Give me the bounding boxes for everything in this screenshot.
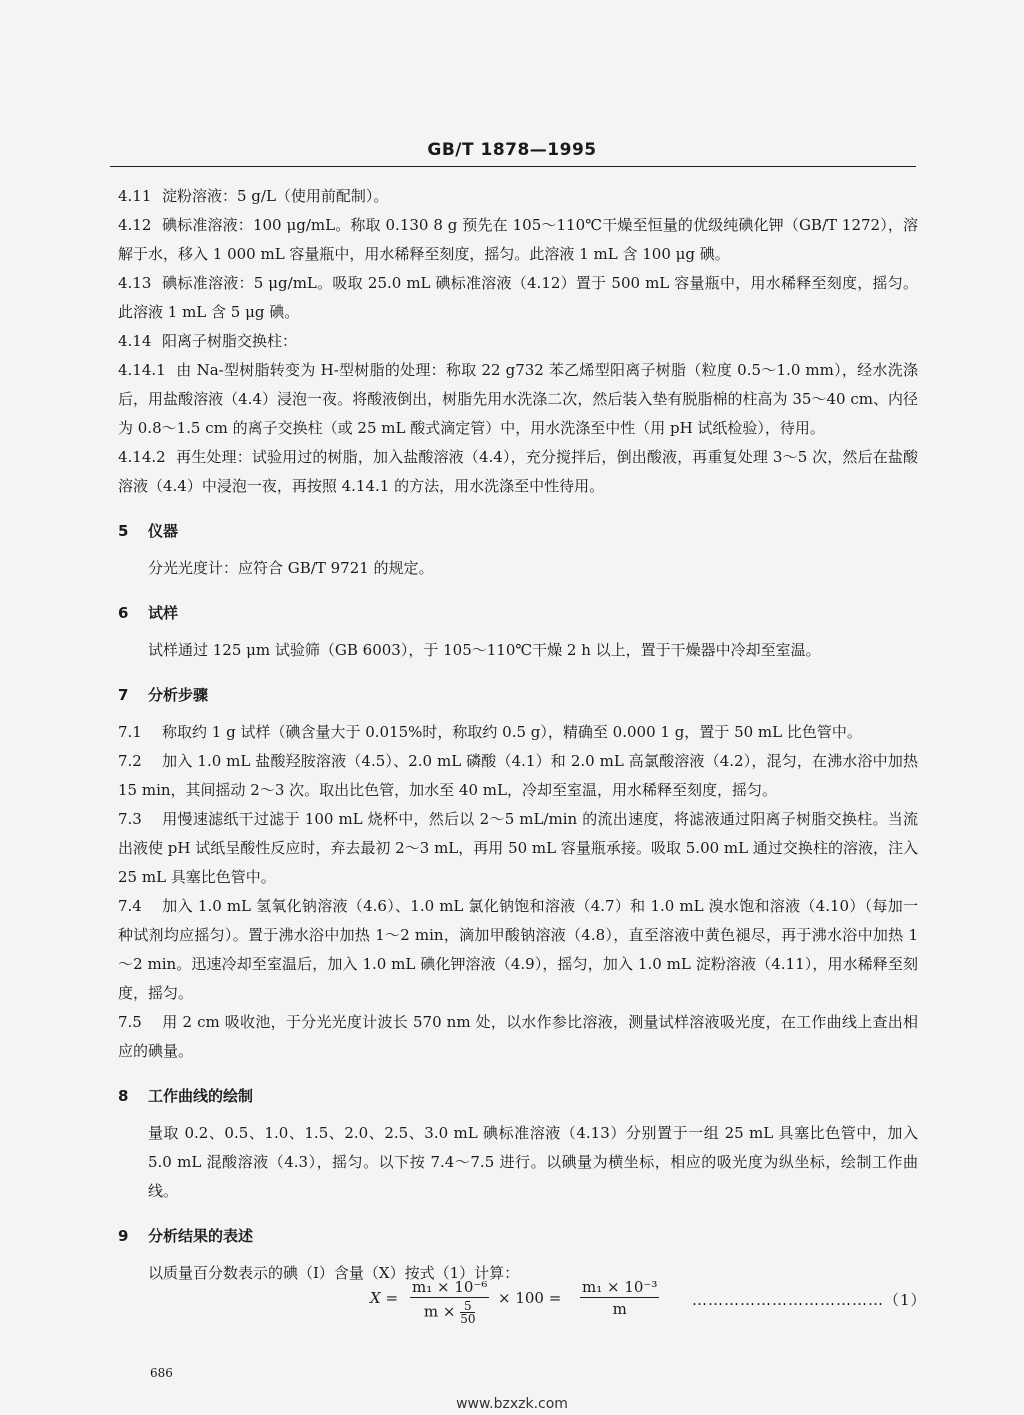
section-number: 7 — [118, 686, 129, 704]
clause-text: 称取约 1 g 试样（碘含量大于 0.015%时，称取约 0.5 g），精确至 0.000 1 g，置于 50 mL 比色管中。 — [162, 723, 862, 741]
document-body — [118, 182, 918, 1288]
section-title: 分析步骤 — [148, 686, 209, 704]
clause-text: 用 2 cm 吸收池，于分光光度计波长 570 nm 处，以水作参比溶液，测量试样溶液吸光度，在工作曲线上查出相应的碘量。 — [118, 1013, 918, 1060]
section-9-text: 以质量百分数表示的碘（I）含量（X）按式（1）计算： — [148, 1264, 520, 1282]
clause-text: 由 Na-型树脂转变为 H-型树脂的处理：称取 22 g732 苯乙烯型阳离子树脂（粒度 0.5～1.0 mm），经水洗涤后，用盐酸溶液（4.4）浸泡一夜。将酸液倒出，树脂先用水洗涤二次，然后装入垫有脱脂棉的柱高为 35～40 cm、内径为 0.8～1.5 cm 的离子交换柱（或 25 mL 酸式滴定管）中，用水洗涤至中性（用 pH 试纸检验），待用。 — [118, 361, 918, 437]
denominator-prefix: m × — [423, 1302, 456, 1321]
section-number: 5 — [118, 522, 129, 540]
clause-number: 4.13 — [118, 274, 152, 292]
section-title: 试样 — [148, 604, 179, 622]
section-9-heading — [118, 1222, 918, 1251]
clause-number: 4.11 — [118, 187, 152, 205]
section-5-heading — [118, 517, 918, 546]
fraction-numerator: m₁ × 10⁻⁶ — [412, 1278, 488, 1296]
page-number: 686 — [150, 1366, 173, 1380]
clause-text: 碘标准溶液：5 μg/mL。吸取 25.0 mL 碘标准溶液（4.12）置于 500 mL 容量瓶中，用水稀释至刻度，摇匀。此溶液 1 mL 含 5 μg 碘。 — [118, 274, 918, 321]
header-rule — [110, 166, 916, 167]
clause-7-5 — [118, 1008, 918, 1066]
fraction-denominator: m — [612, 1300, 627, 1318]
clause-4-14-1 — [118, 356, 918, 443]
clause-4-13 — [118, 269, 918, 327]
inner-fraction — [460, 1300, 475, 1325]
clause-number: 4.12 — [118, 216, 152, 234]
clause-4-14 — [118, 327, 918, 356]
clause-7-1 — [118, 718, 918, 747]
clause-number: 7.5 — [118, 1013, 142, 1031]
section-5-text: 分光光度计：应符合 GB/T 9721 的规定。 — [148, 559, 434, 577]
clause-4-14-2 — [118, 443, 918, 501]
clause-7-3 — [118, 805, 918, 892]
fraction-denominator — [410, 1298, 489, 1325]
clause-text: 加入 1.0 mL 氢氧化钠溶液（4.6）、1.0 mL 氯化钠饱和溶液（4.7）和 1.0 mL 溴水饱和溶液（4.10）（每加一种试剂均应摇匀）。置于沸水浴中加热 1～2 min，滴加甲酸钠溶液（4.8），直至溶液中黄色褪尽，再于沸水浴中加热 1～2 min。迅速冷却至室温后，加入 1.0 mL 碘化钾溶液（4.9），摇匀，加入 1.0 mL 淀粉溶液（4.11），用水稀释至刻度，摇匀。 — [118, 897, 918, 1002]
section-7-heading — [118, 681, 918, 710]
section-title: 仪器 — [148, 522, 179, 540]
equation-number: ………………………………（1） — [692, 1291, 927, 1309]
clause-number: 4.14.2 — [118, 448, 166, 466]
clause-4-11 — [118, 182, 918, 211]
clause-text: 用慢速滤纸干过滤于 100 mL 烧杯中，然后以 2～5 mL/min 的流出速度，将滤液通过阳离子树脂交换柱。当流出液使 pH 试纸呈酸性反应时，弃去最初 2～3 mL，再用 50 mL 容量瓶承接。吸取 5.00 mL 通过交换柱的溶液，注入 25 mL 具塞比色管中。 — [118, 810, 918, 886]
inner-numerator: 5 — [460, 1300, 475, 1313]
clause-4-12 — [118, 211, 918, 269]
clause-number: 7.1 — [118, 723, 142, 741]
section-6-heading — [118, 599, 918, 628]
clause-text: 碘标准溶液：100 μg/mL。称取 0.130 8 g 预先在 105～110℃干燥至恒量的优级纯碘化钾（GB/T 1272），溶解于水，移入 1 000 mL 容量瓶中，用水稀释至刻度，摇匀。此溶液 1 mL 含 100 μg 碘。 — [118, 216, 918, 263]
clause-number: 4.14.1 — [118, 361, 166, 379]
formula-middle: × 100 = — [498, 1289, 562, 1307]
clause-text: 淀粉溶液：5 g/L（使用前配制）。 — [162, 187, 389, 205]
clause-7-4 — [118, 892, 918, 1008]
fraction-numerator: m₁ × 10⁻³ — [582, 1278, 658, 1296]
clause-text: 再生处理：试验用过的树脂，加入盐酸溶液（4.4），充分搅拌后，倒出酸液，再重复处理 3～5 次，然后在盐酸溶液（4.4）中浸泡一夜，再按照 4.14.1 的方法，用水洗涤至中性待用。 — [118, 448, 918, 495]
section-8-text: 量取 0.2、0.5、1.0、1.5、2.0、2.5、3.0 mL 碘标准溶液（4.13）分别置于一组 25 mL 具塞比色管中，加入 5.0 mL 混酸溶液（4.3），摇匀。以下按 7.4～7.5 进行。以碘量为横坐标，相应的吸光度为纵坐标，绘制工作曲线。 — [148, 1124, 918, 1200]
clause-number: 4.14 — [118, 332, 152, 350]
clause-text: 阳离子树脂交换柱： — [162, 332, 298, 350]
formula-lhs: X = — [370, 1289, 399, 1307]
section-8-heading — [118, 1082, 918, 1111]
footer-url: www.bzxzk.com — [456, 1396, 568, 1412]
section-number: 9 — [118, 1227, 129, 1245]
clause-number: 7.3 — [118, 810, 142, 828]
section-title: 分析结果的表述 — [148, 1227, 254, 1245]
formula-fraction-2 — [580, 1278, 659, 1318]
section-title: 工作曲线的绘制 — [148, 1087, 254, 1105]
section-number: 8 — [118, 1087, 129, 1105]
clause-number: 7.4 — [118, 897, 142, 915]
clause-number: 7.2 — [118, 752, 142, 770]
clause-text: 加入 1.0 mL 盐酸羟胺溶液（4.5）、2.0 mL 磷酸（4.1）和 2.0 mL 高氯酸溶液（4.2），混匀，在沸水浴中加热 15 min，其间摇动 2～3 次。取出比色管，加水至 40 mL，冷却至室温，用水稀释至刻度，摇匀。 — [118, 752, 918, 799]
page-header-standard-no: GB/T 1878—1995 — [427, 140, 597, 160]
inner-denominator: 50 — [460, 1312, 476, 1326]
section-number: 6 — [118, 604, 129, 622]
section-6-text: 试样通过 125 μm 试验筛（GB 6003），于 105～110℃干燥 2 h 以上，置于干燥器中冷却至室温。 — [148, 641, 821, 659]
formula-fraction-1 — [410, 1278, 489, 1325]
formula-1 — [370, 1278, 927, 1338]
clause-7-2 — [118, 747, 918, 805]
